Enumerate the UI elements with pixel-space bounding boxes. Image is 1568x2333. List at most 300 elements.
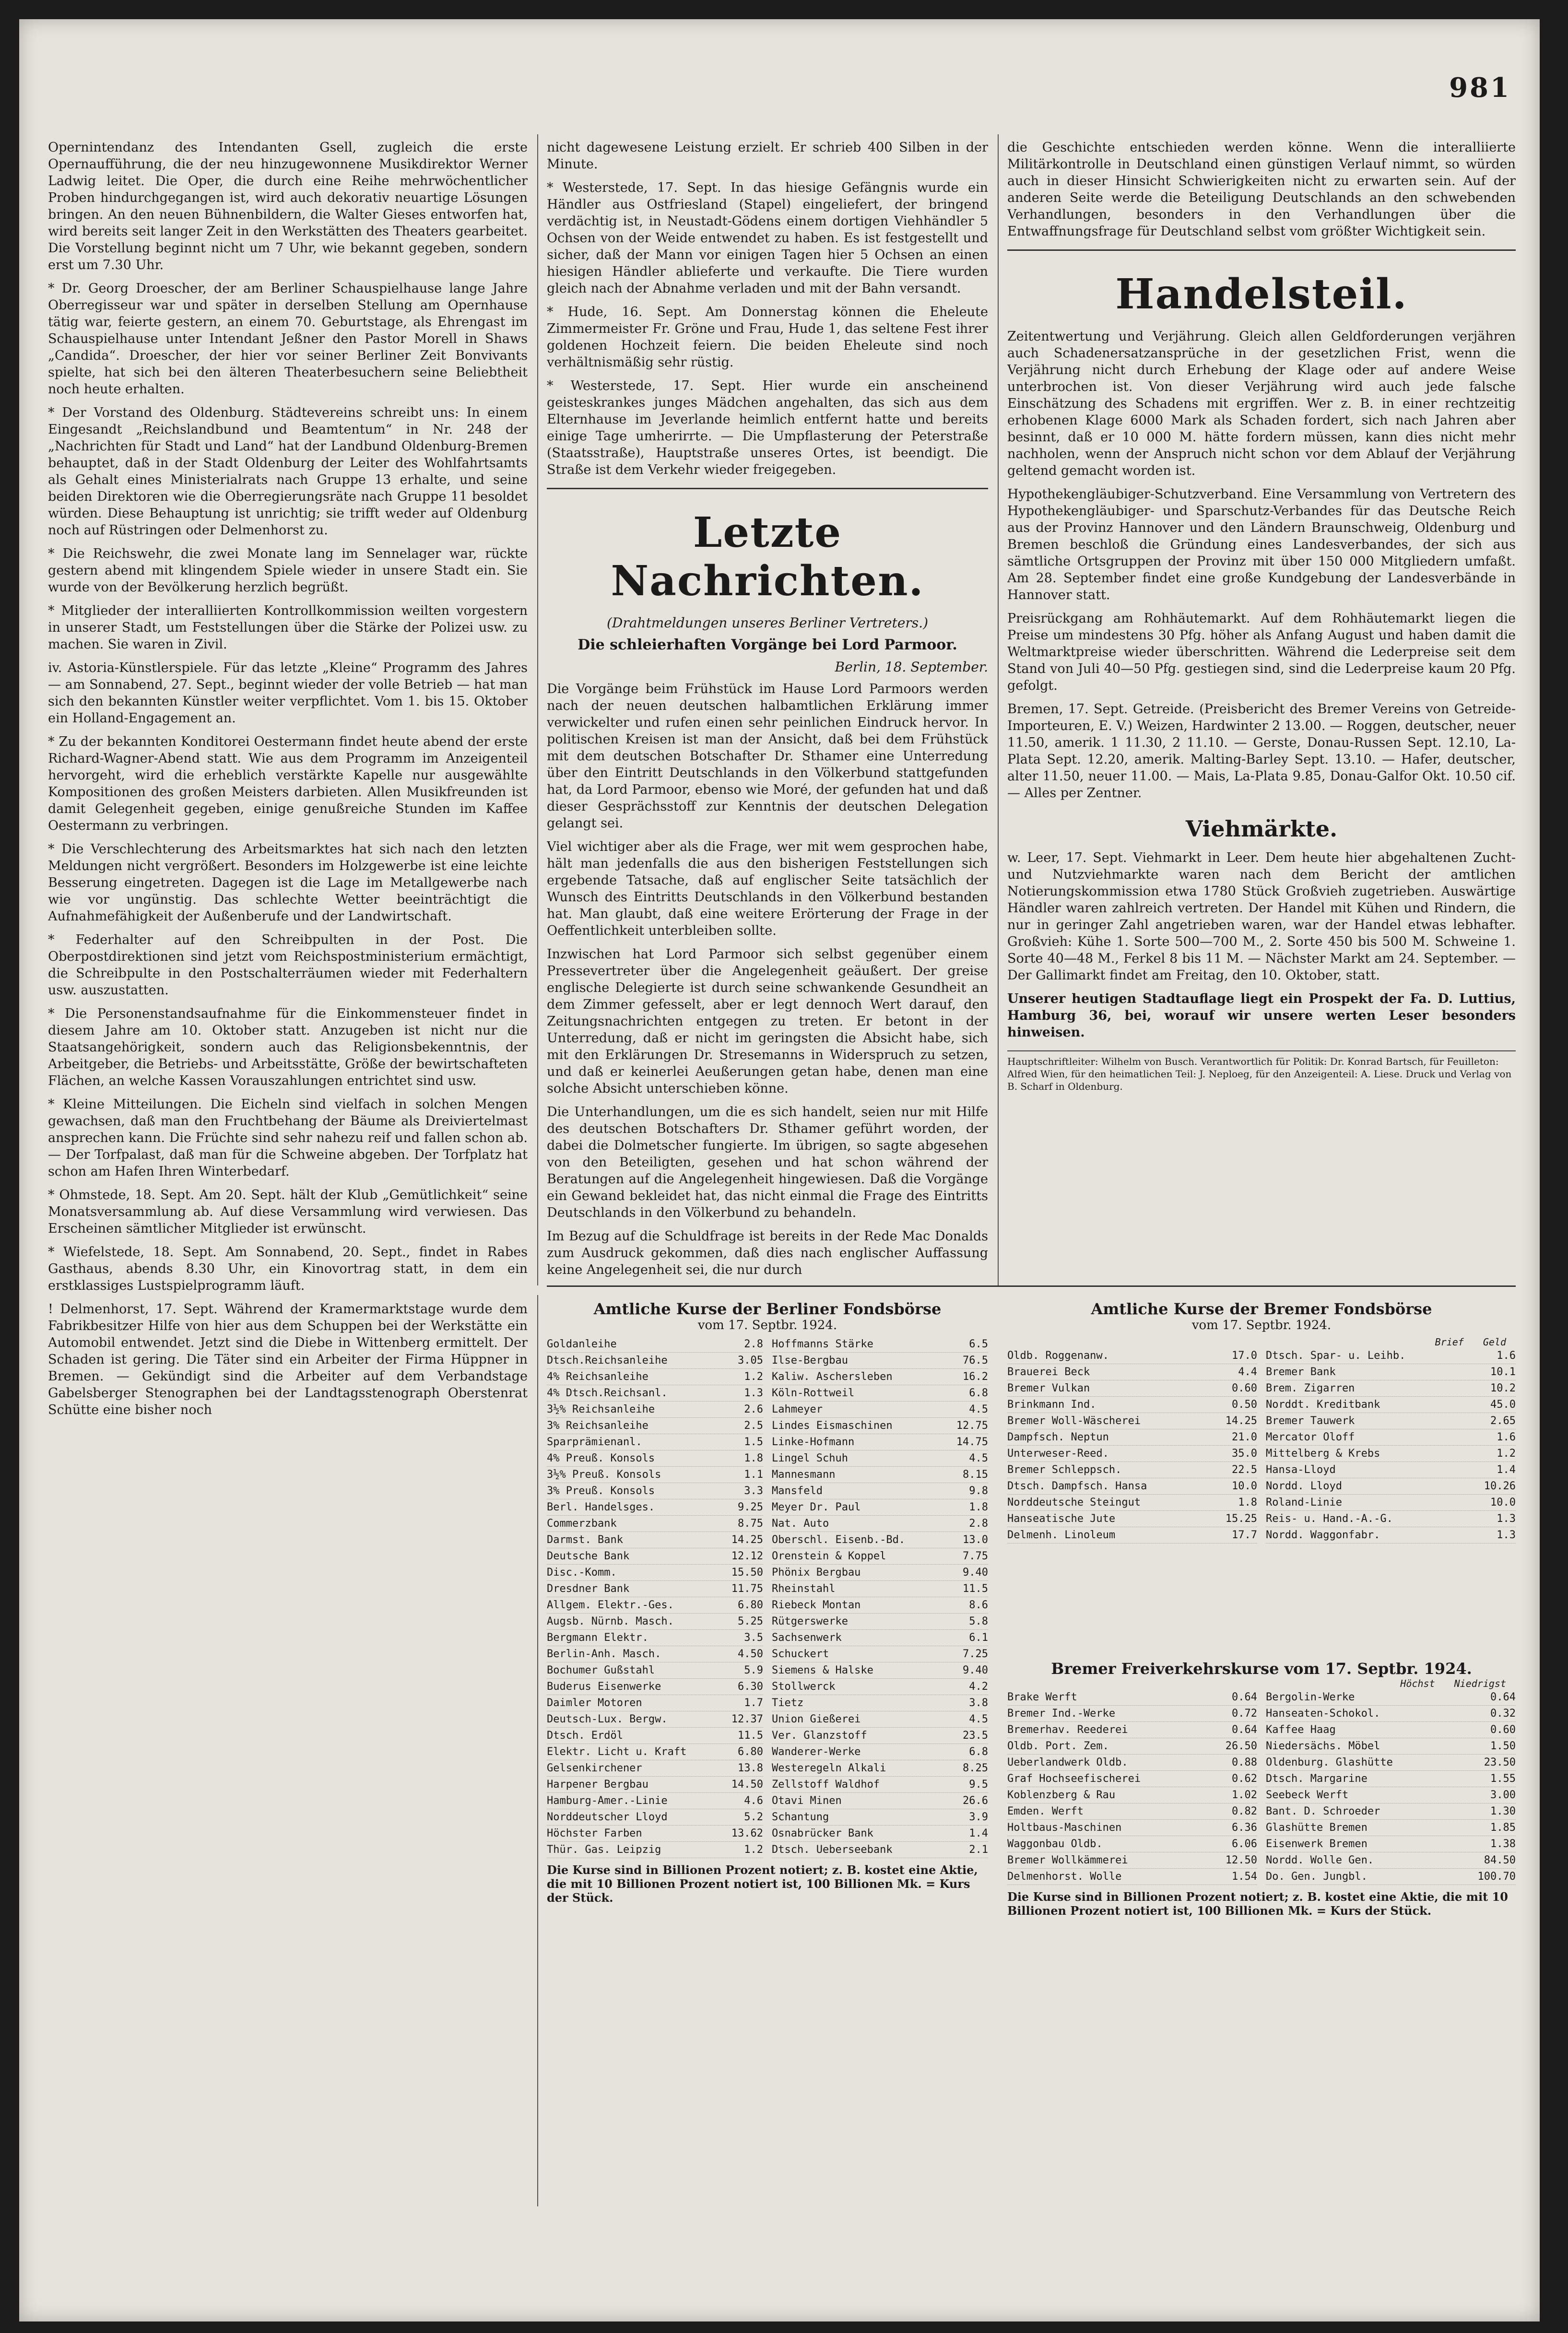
market-paragraph: Preisrückgang am Rohhäutemarkt. Auf dem Rohhäutemarkt liegen die Preise um mindestens 30 Pfg. höher als Anfang August und haben damit die Weltmarktpreise wieder überschritten. Während die Lederpreise seit dem Stand von Juli 40—50 Pfg. gestiegen sind, sind die Lederpreise kaum 20 Pfg. gefolgt.	[1007, 611, 1516, 693]
price-value: 1.8	[1238, 1496, 1257, 1508]
table-row	[547, 1353, 763, 1369]
news-item: * Westerstede, 17. Sept. In das hiesige Gefängnis wurde ein Händler aus Ostfriesland (Stapel) eingeliefert, der bringend verdächtig ist, in Neustadt-Gödens einem dortigen Viehhändler 5 Ochsen von der Weide entwendet zu haben. Es ist festgestellt und sicher, daß der Mann vor einigen Tagen hier 5 Ochsen an einen hiesigen Händler ablieferte und verkaufte. Die Tiere wurden gleich nach der Abnahme verladen und mit der Bahn versandt.	[547, 180, 988, 296]
price-value: 14.25	[1225, 1415, 1257, 1427]
price-value: 26.50	[1225, 1740, 1257, 1752]
table-row	[1266, 1869, 1516, 1885]
news-item: * Zu der bekannten Konditorei Oestermann findet heute abend der erste Richard-Wagner-Abend statt. Wie aus dem Programm im Anzeigenteil hervorgeht, wird die erheblich verstärkte Kapelle nur ausgewählte Kompositionen des großen Meisters darbieten. Allen Musikfreunden ist damit Gelegenheit gegeben, einige genußreiche Stunden im Kaffee Oestermann zu verbringen.	[48, 734, 528, 833]
table-row	[772, 1548, 988, 1565]
price-value: 6.06	[1232, 1838, 1257, 1850]
table-row	[1007, 1527, 1257, 1544]
price-value: 2.65	[1490, 1415, 1516, 1427]
page-number: 981	[1449, 72, 1511, 104]
security-name: 4% Reichsanleihe	[547, 1371, 648, 1383]
price-value: 0.88	[1232, 1756, 1257, 1768]
table-row	[547, 1581, 763, 1597]
table-row	[772, 1826, 988, 1842]
bremen-table-title: Amtliche Kurse der Bremer Fondsbörse	[1091, 1300, 1432, 1318]
table-row	[772, 1809, 988, 1826]
security-name: 4% Preuß. Konsols	[547, 1452, 655, 1464]
table-row	[772, 1467, 988, 1483]
price-value: 17.7	[1232, 1529, 1257, 1541]
table-row	[772, 1695, 988, 1711]
price-value: 1.3	[1497, 1529, 1516, 1541]
table-row	[1007, 1348, 1257, 1364]
security-name: Ueberlandwerk Oldb.	[1007, 1756, 1128, 1768]
table-row	[1007, 1429, 1257, 1446]
table-row	[547, 1418, 763, 1434]
section-rule	[547, 488, 988, 489]
table-row	[547, 1532, 763, 1548]
security-name: Augsb. Nürnb. Masch.	[547, 1615, 674, 1627]
security-name: Kaffee Haag	[1266, 1724, 1336, 1736]
security-name: Bremer Ind.-Werke	[1007, 1708, 1116, 1720]
berlin-table-footer: Die Kurse sind in Billionen Prozent notiert; z. B. kostet eine Aktie, die mit 10 Billionen Prozent notiert ist, 100 Billionen Mk. = Kurs der Stück.	[547, 1863, 978, 1905]
security-name: Bremer Schleppsch.	[1007, 1464, 1122, 1476]
table-row	[1266, 1397, 1516, 1413]
price-value: 2.1	[969, 1844, 988, 1856]
column-rule-2	[998, 134, 999, 1285]
security-name: Brem. Zigarren	[1266, 1382, 1355, 1394]
table-row	[1266, 1511, 1516, 1527]
table-row	[772, 1646, 988, 1662]
news-item: iv. Astoria-Künstlerspiele. Für das letzte „Kleine“ Programm des Jahres — am Sonnabend, 27. Sept., beginnt wieder der volle Betrieb — hat man sich den bekannten Künstler weiter verpflichtet. Vom 1. bis 15. Oktober ein Holland-Engagement an.	[48, 660, 528, 726]
price-value: 2.6	[744, 1403, 763, 1415]
security-name: Goldanleihe	[547, 1338, 617, 1350]
news-item: * Ohmstede, 18. Sept. Am 20. Sept. hält der Klub „Gemütlichkeit“ seine Monatsversammlung ab. Auf diese Versammlung wird verwiesen. Das Erscheinen sämtlicher Mitglieder ist erwünscht.	[48, 1188, 528, 1236]
section-rule	[1007, 249, 1516, 251]
berlin-stock-table	[547, 1300, 988, 1905]
security-name: Osnabrücker Bank	[772, 1827, 873, 1839]
security-name: Daimler Motoren	[547, 1697, 642, 1709]
table-row	[1007, 1771, 1257, 1787]
local-news-column	[48, 139, 528, 2202]
news-paragraph: Viel wichtiger aber als die Frage, wer mit wem gesprochen habe, hält man jedenfalls die aus den bisherigen Feststellungen sich ergebende Tatsache, daß auf englischer Seite tatsächlich der Wunsch des Eintritts Deutschlands in den Völkerbund bestanden hat. Man glaubt, daß eine weitere Erörterung der Frage in der Oeffentlichkeit unterbleiben sollte.	[547, 839, 988, 938]
news-item: * Westerstede, 17. Sept. Hier wurde ein anscheinend geisteskrankes junges Mädchen angehalten, das sich aus dem Elternhause im Jeverlande heimlich entfernt hatte und bereits einige Tage umherirrte. — Die Umpflasterung der Peterstraße (Staatsstraße), Hauptstraße unseres Ortes, ist beendigt. Die Straße ist dem Verkehr wieder freigegeben.	[547, 378, 988, 477]
table-row	[1007, 1706, 1257, 1722]
security-name: Brauerei Beck	[1007, 1366, 1090, 1378]
table-row	[1007, 1462, 1257, 1478]
security-name: Dresdner Bank	[547, 1583, 630, 1595]
table-row	[1007, 1413, 1257, 1429]
table-row	[547, 1728, 763, 1744]
prospekt-notice: Unserer heutigen Stadtauflage liegt ein Prospekt der Fa. D. Luttius, Hamburg 36, bei, worauf wir unsere werten Leser besonders hinweisen.	[1007, 991, 1516, 1040]
table-row	[1266, 1413, 1516, 1429]
price-value: 23.50	[1484, 1756, 1516, 1768]
price-value: 1.4	[969, 1827, 988, 1839]
news-item: * Kleine Mitteilungen. Die Eicheln sind vielfach in solchen Mengen gewachsen, daß man den Fruchtbehang der Bäume als Dreiviertelmast ansprechen kann. Die Früchte sind sehr nahezu reif und fallen schon ab. — Der Torfpalast, daß man für die Schweine abgeben. Der Torfplatz hat schon am Hafen Ihren Winterbedarf.	[48, 1097, 528, 1179]
security-name: Thür. Gas. Leipzig	[547, 1844, 661, 1856]
table-row	[1007, 1787, 1257, 1803]
table-section-rule	[547, 1285, 1516, 1287]
table-row	[1266, 1803, 1516, 1820]
price-value: 1.54	[1232, 1871, 1257, 1883]
price-value: 6.80	[738, 1599, 763, 1611]
security-name: Dtsch. Margarine	[1266, 1773, 1368, 1785]
price-value: 1.8	[969, 1501, 988, 1513]
price-value: 7.75	[963, 1550, 988, 1562]
security-name: Koblenzberg & Rau	[1007, 1789, 1116, 1801]
security-name: Mercator Oloff	[1266, 1431, 1355, 1443]
price-value: 8.15	[963, 1469, 988, 1481]
security-name: Lahmeyer	[772, 1403, 823, 1415]
bremen-stock-table	[1007, 1300, 1516, 1544]
price-value: 6.5	[969, 1338, 988, 1350]
price-value: 35.0	[1232, 1448, 1257, 1460]
security-name: Höchster Farben	[547, 1827, 642, 1839]
price-value: 1.50	[1490, 1740, 1516, 1752]
security-name: Dampfsch. Neptun	[1007, 1431, 1109, 1443]
price-value: 1.02	[1232, 1789, 1257, 1801]
security-name: Oldb. Roggenanw.	[1007, 1350, 1109, 1362]
table-row	[772, 1532, 988, 1548]
table-row	[772, 1402, 988, 1418]
security-name: Disc.-Komm.	[547, 1567, 617, 1579]
price-value: 1.8	[744, 1452, 763, 1464]
price-value: 8.75	[738, 1518, 763, 1530]
security-name: Siemens & Halske	[772, 1664, 873, 1676]
price-value: 1.3	[744, 1387, 763, 1399]
table-row	[1266, 1348, 1516, 1364]
security-name: Berl. Handelsges.	[547, 1501, 655, 1513]
price-value: 12.12	[731, 1550, 763, 1562]
table-row	[772, 1369, 988, 1385]
security-name: Linke-Hofmann	[772, 1436, 855, 1448]
price-value: 26.6	[963, 1795, 988, 1807]
price-value: 1.3	[1497, 1513, 1516, 1525]
table-row	[772, 1777, 988, 1793]
price-value: 5.25	[738, 1615, 763, 1627]
news-headline: Die schleierhaften Vorgänge bei Lord Parmoor.	[578, 636, 957, 653]
table-row	[772, 1483, 988, 1499]
price-value: 0.60	[1490, 1724, 1516, 1736]
security-name: Mannesmann	[772, 1469, 836, 1481]
security-name: Delmenh. Linoleum	[1007, 1529, 1116, 1541]
frei-header-hoechst: Höchst	[1400, 1678, 1435, 1689]
table-row	[547, 1548, 763, 1565]
market-paragraph: Zeitentwertung und Verjährung. Gleich allen Geldforderungen verjähren auch Schadenersatzansprüche in der gesetzlichen Frist, wenn die Verjährung nicht durch Erhebung der Klage oder auf andere Weise unterbrochen ist. Von dieser Verjährung wird auch jede falsche Einschätzung des Schadens mit ergriffen. Wer z. B. in einer rechtzeitig erhobenen Klage 6000 Mark als Schaden fordert, sich nach Jahren aber besinnt, daß er 10 000 M. hätte fordern müssen, kann dies nicht mehr nachholen, wenn der Anspruch nicht schon vor dem Ablauf der Verjährung geltend gemacht worden ist.	[1007, 329, 1516, 478]
security-name: Mittelberg & Krebs	[1266, 1448, 1380, 1460]
price-value: 9.5	[969, 1779, 988, 1791]
security-name: Norddeutsche Steingut	[1007, 1496, 1141, 1508]
price-value: 2.8	[744, 1338, 763, 1350]
price-value: 23.5	[963, 1730, 988, 1742]
security-name: Nat. Auto	[772, 1518, 829, 1530]
price-value: 14.75	[956, 1436, 988, 1448]
price-value: 8.25	[963, 1762, 988, 1774]
table-row	[772, 1711, 988, 1728]
table-row	[1266, 1738, 1516, 1755]
table-row	[1266, 1787, 1516, 1803]
security-name: Orenstein & Koppel	[772, 1550, 886, 1562]
table-row	[772, 1385, 988, 1402]
table-row	[1266, 1429, 1516, 1446]
price-value: 0.32	[1490, 1708, 1516, 1720]
table-row	[772, 1662, 988, 1679]
security-name: Dtsch.Reichsanleihe	[547, 1355, 668, 1367]
security-name: Reis- u. Hand.-A.-G.	[1266, 1513, 1393, 1525]
news-item: * Die Personenstandsaufnahme für die Einkommensteuer findet in diesem Jahre am 10. Oktober statt. Anzugeben ist nicht nur die Staatsangehörigkeit, sondern auch das Religionsbekenntnis, der Arbeitgeber, die Betriebs- und Arbeitsstätte, Größe der bewirtschafteten Flächen, an welche Kassen Vorauszahlungen entrichtet sind usw.	[48, 1006, 528, 1088]
table-row	[547, 1516, 763, 1532]
price-value: 4.2	[969, 1681, 988, 1693]
table-row	[772, 1597, 988, 1614]
price-value: 100.70	[1477, 1871, 1516, 1883]
table-row	[1007, 1364, 1257, 1380]
table-row	[1007, 1478, 1257, 1495]
table-row	[547, 1369, 763, 1385]
security-name: Graf Hochseefischerei	[1007, 1773, 1141, 1785]
table-row	[1266, 1722, 1516, 1738]
price-value: 13.62	[731, 1827, 763, 1839]
news-item: ! Delmenhorst, 17. Sept. Während der Kramermarktstage wurde dem Fabrikbesitzer Hilfe von hier aus dem Schuppen bei der Werkstätte ein Automobil entwendet. Jetzt sind die Diebe in Wittenberg ermittelt. Der Schaden ist gering. Die Täter sind ein Arbeiter der Firma Hüppner in Bremen. — Gekündigt sind die Arbeiter auf dem Verbandstage Gabelsberger Stenographen bei der Landtagsstenograph Oberstenrat Schütte eine bisher noch	[48, 1302, 528, 1417]
table-row	[547, 1842, 763, 1858]
security-name: Commerzbank	[547, 1518, 617, 1530]
price-value: 0.72	[1232, 1708, 1257, 1720]
price-value: 3.3	[744, 1485, 763, 1497]
price-value: 15.25	[1225, 1513, 1257, 1525]
price-value: 14.25	[731, 1534, 763, 1546]
viehmaerkte-heading: Viehmärkte.	[1185, 816, 1338, 842]
table-row	[547, 1760, 763, 1777]
security-name: Dtsch. Spar- u. Leihb.	[1266, 1350, 1406, 1362]
security-name: Meyer Dr. Paul	[772, 1501, 861, 1513]
table-row	[1266, 1446, 1516, 1462]
security-name: Bremer Tauwerk	[1266, 1415, 1355, 1427]
security-name: 3% Preuß. Konsols	[547, 1485, 655, 1497]
table-row	[547, 1793, 763, 1809]
price-value: 9.40	[963, 1567, 988, 1579]
price-value: 9.40	[963, 1664, 988, 1676]
price-value: 6.8	[969, 1746, 988, 1758]
price-value: 9.8	[969, 1485, 988, 1497]
security-name: Hoffmanns Stärke	[772, 1338, 873, 1350]
price-value: 0.64	[1490, 1691, 1516, 1703]
table-row	[1266, 1364, 1516, 1380]
frei-table-title: Bremer Freiverkehrskurse vom 17. Septbr. 1924.	[1051, 1660, 1472, 1678]
price-value: 6.8	[969, 1387, 988, 1399]
security-name: Union Gießerei	[772, 1713, 861, 1725]
security-name: Waggonbau Oldb.	[1007, 1838, 1103, 1850]
price-value: 10.2	[1490, 1382, 1516, 1394]
security-name: Sachsenwerk	[772, 1632, 842, 1644]
price-value: 5.2	[744, 1811, 763, 1823]
security-name: Westeregeln Alkali	[772, 1762, 886, 1774]
price-value: 3.00	[1490, 1789, 1516, 1801]
security-name: Mansfeld	[772, 1485, 823, 1497]
security-name: Darmst. Bank	[547, 1534, 623, 1546]
price-value: 2.8	[969, 1518, 988, 1530]
news-item: * Wiefelstede, 18. Sept. Am Sonnabend, 20. Sept., findet in Rabes Gasthaus, abends 8.30 Uhr, ein Kinovortrag statt, in dem ein erstklassiges Lustspielprogramm läuft.	[48, 1245, 528, 1293]
table-row	[772, 1336, 988, 1353]
table-row	[772, 1614, 988, 1630]
price-value: 10.0	[1490, 1496, 1516, 1508]
price-value: 17.0	[1232, 1350, 1257, 1362]
berlin-table-title: Amtliche Kurse der Berliner Fondsbörse	[593, 1300, 942, 1318]
berlin-table-date: vom 17. Septbr. 1924.	[697, 1318, 837, 1332]
table-row	[1266, 1836, 1516, 1852]
table-row	[1007, 1738, 1257, 1755]
table-row	[772, 1842, 988, 1858]
security-name: Bochumer Gußstahl	[547, 1664, 655, 1676]
price-value: 8.6	[969, 1599, 988, 1611]
security-name: Tietz	[772, 1697, 804, 1709]
table-row	[772, 1434, 988, 1450]
table-row	[1266, 1495, 1516, 1511]
price-value: 4.5	[969, 1452, 988, 1464]
table-row	[547, 1483, 763, 1499]
security-name: Oldb. Port. Zem.	[1007, 1740, 1109, 1752]
news-paragraph: Inzwischen hat Lord Parmoor sich selbst gegenüber einem Pressevertreter über die Angelegenheit geäußert. Der greise englische Delegierte ist durch seine schwankende Gesundheit an dem Zimmer gefesselt, aber er legt dennoch Wert darauf, den Zeitungsnachrichten entgegen zu treten. Er betont in der Unterredung, daß er nicht im geringsten die Absicht habe, sich mit den Erklärungen Dr. Stresemanns in Widerspruch zu setzen, und daß er keinerlei Aeußerungen getan habe, denen man eine solche Absicht unterschieben könne.	[547, 947, 988, 1096]
security-name: Nordd. Wolle Gen.	[1266, 1854, 1374, 1866]
table-row	[772, 1450, 988, 1467]
security-name: Riebeck Montan	[772, 1599, 861, 1611]
security-name: Allgem. Elektr.-Ges.	[547, 1599, 674, 1611]
security-name: Rütgerswerke	[772, 1615, 848, 1627]
price-value: 84.50	[1484, 1854, 1516, 1866]
price-value: 12.37	[731, 1713, 763, 1725]
table-row	[772, 1760, 988, 1777]
frei-table-footer: Die Kurse sind in Billionen Prozent notiert; z. B. kostet eine Aktie, die mit 10 Billionen Prozent notiert ist, 100 Billionen Mk. = Kurs der Stück.	[1007, 1890, 1508, 1918]
price-value: 13.8	[738, 1762, 763, 1774]
security-name: Do. Gen. Jungbl.	[1266, 1871, 1368, 1883]
security-name: Hamburg-Amer.-Linie	[547, 1795, 668, 1807]
bremen-table-date: vom 17. Septbr. 1924.	[1191, 1318, 1332, 1332]
price-value: 16.2	[963, 1371, 988, 1383]
security-name: Köln-Rottweil	[772, 1387, 855, 1399]
price-value: 1.2	[744, 1371, 763, 1383]
price-value: 9.25	[738, 1501, 763, 1513]
imprint: Hauptschriftleiter: Wilhelm von Busch. Verantwortlich für Politik: Dr. Konrad Bartsch, für Feuilleton: Alfred Wien, für den heimatlichen Teil: J. Neploeg, für den Anzeigenteil: A. Liese. Druck und Verlag von B. Scharf in Oldenburg.	[1007, 1050, 1516, 1093]
table-row	[1266, 1771, 1516, 1787]
security-name: Bant. D. Schroeder	[1266, 1805, 1380, 1817]
security-name: Eisenwerk Bremen	[1266, 1838, 1368, 1850]
security-name: Phönix Bergbau	[772, 1567, 861, 1579]
price-value: 22.5	[1232, 1464, 1257, 1476]
security-name: Dtsch. Ueberseebank	[772, 1844, 893, 1856]
price-value: 1.7	[744, 1697, 763, 1709]
table-row	[772, 1630, 988, 1646]
price-value: 76.5	[963, 1355, 988, 1367]
security-name: 4% Dtsch.Reichsanl.	[547, 1387, 668, 1399]
table-row	[547, 1565, 763, 1581]
bremen-freiverkehr-table	[1007, 1660, 1516, 1918]
table-row	[1007, 1820, 1257, 1836]
security-name: Rheinstahl	[772, 1583, 836, 1595]
price-value: 11.75	[731, 1583, 763, 1595]
table-row	[1007, 1380, 1257, 1397]
table-row	[1007, 1511, 1257, 1527]
security-name: Norddt. Kreditbank	[1266, 1399, 1380, 1411]
price-value: 1.85	[1490, 1822, 1516, 1834]
price-value: 0.64	[1232, 1691, 1257, 1703]
security-name: Niedersächs. Möbel	[1266, 1740, 1380, 1752]
price-value: 1.38	[1490, 1838, 1516, 1850]
news-paragraph: Die Unterhandlungen, um die es sich handelt, seien nur mit Hilfe des deutschen Botschafters Dr. Sthamer geführt worden, der dabei die Dolmetscher fungierte. Im übrigen, so sagte abgesehen von den Beteiligten, gesehen und hat schon während der Beratungen auf die Angelegenheit hingewiesen. Daß die Vorgänge ein Gewand bekleidet hat, das nicht einmal die Frage des Eintritts Deutschlands in den Völkerbund zu behandeln.	[547, 1105, 988, 1220]
security-name: Seebeck Werft	[1266, 1789, 1349, 1801]
table-row	[1266, 1689, 1516, 1706]
price-value: 4.6	[744, 1795, 763, 1807]
price-value: 3.05	[738, 1355, 763, 1367]
table-row	[772, 1793, 988, 1809]
price-value: 0.64	[1232, 1724, 1257, 1736]
security-name: Stollwerck	[772, 1681, 836, 1693]
security-name: Oldenburg. Glashütte	[1266, 1756, 1393, 1768]
price-value: 1.1	[744, 1469, 763, 1481]
security-name: Bergmann Elektr.	[547, 1632, 648, 1644]
security-name: Schuckert	[772, 1648, 829, 1660]
table-row	[772, 1744, 988, 1760]
table-row	[772, 1516, 988, 1532]
security-name: Zellstoff Waldhof	[772, 1779, 880, 1791]
newspaper-page	[19, 19, 1540, 2321]
security-name: Deutsche Bank	[547, 1550, 630, 1562]
security-name: Wanderer-Werke	[772, 1746, 861, 1758]
price-value: 3.5	[744, 1632, 763, 1644]
table-row	[547, 1434, 763, 1450]
table-row	[547, 1662, 763, 1679]
security-name: Brake Werft	[1007, 1691, 1077, 1703]
price-value: 10.0	[1232, 1480, 1257, 1492]
viehmarkt-paragraph: w. Leer, 17. Sept. Viehmarkt in Leer. Dem heute hier abgehaltenen Zucht- und Nutzviehmarkte waren nach dem Bericht der amtlichen Notierungskommission etwa 1780 Stück Großvieh zugetrieben. Auswärtige Händler waren zahlreich vertreten. Der Handel mit Kühen und Rindern, die nur in geringer Zahl angetrieben waren, war der Handel etwas lebhafter. Großvieh: Kühe 1. Sorte 500—700 M., 2. Sorte 450 bis 500 M. Schweine 1. Sorte 40—48 M., Ferkel 8 bis 11 M. — Nächster Markt am 24. September. — Der Gallimarkt findet am Freitag, den 10. Oktober, statt.	[1007, 850, 1516, 983]
market-paragraph: Hypothekengläubiger-Schutzverband. Eine Versammlung von Vertretern des Hypothekengläubiger- und Sparschutz-Verbandes für das Deutsche Reich aus der Provinz Hannover und den Ländern Braunschweig, Oldenburg und Bremen beschloß die Gründung eines Landesverbandes, der sich aus sämtliche Ortsgruppen der Provinz mit über 150 000 Mitgliedern umfaßt. Am 28. September findet eine große Kundgebung der Landesverbände in Hannover statt.	[1007, 487, 1516, 602]
table-row	[1007, 1446, 1257, 1462]
security-name: Berlin-Anh. Masch.	[547, 1648, 661, 1660]
table-row	[547, 1695, 763, 1711]
security-name: Otavi Minen	[772, 1795, 842, 1807]
price-value: 0.62	[1232, 1773, 1257, 1785]
price-value: 21.0	[1232, 1431, 1257, 1443]
table-row	[547, 1646, 763, 1662]
table-row	[772, 1499, 988, 1516]
column-rule-1	[537, 134, 538, 1285]
price-value: 1.6	[1497, 1431, 1516, 1443]
security-name: Hansa-Lloyd	[1266, 1464, 1336, 1476]
table-row	[772, 1728, 988, 1744]
price-value: 4.5	[969, 1403, 988, 1415]
price-value: 0.50	[1232, 1399, 1257, 1411]
price-value: 11.5	[738, 1730, 763, 1742]
price-value: 4.50	[738, 1648, 763, 1660]
price-value: 45.0	[1490, 1399, 1516, 1411]
table-row	[1266, 1478, 1516, 1495]
security-name: Brinkmann Ind.	[1007, 1399, 1096, 1411]
table-row	[547, 1467, 763, 1483]
middle-column	[547, 139, 988, 1290]
security-name: Roland-Linie	[1266, 1496, 1342, 1508]
security-name: Dtsch. Erdöl	[547, 1730, 623, 1742]
security-name: 3½% Preuß. Konsols	[547, 1469, 661, 1481]
table-row	[547, 1826, 763, 1842]
price-value: 6.1	[969, 1632, 988, 1644]
right-column	[1007, 139, 1516, 1290]
price-value: 6.36	[1232, 1822, 1257, 1834]
table-row	[772, 1679, 988, 1695]
table-row	[772, 1581, 988, 1597]
security-name: Bremer Wollkämmerei	[1007, 1854, 1128, 1866]
security-name: Lingel Schuh	[772, 1452, 848, 1464]
security-name: Ver. Glanzstoff	[772, 1730, 867, 1742]
price-value: 10.26	[1484, 1480, 1516, 1492]
price-value: 6.80	[738, 1746, 763, 1758]
table-row	[547, 1744, 763, 1760]
price-value: 1.30	[1490, 1805, 1516, 1817]
news-item: * Der Vorstand des Oldenburg. Städtevereins schreibt uns: In einem Eingesandt „Reichslandbund und Beamtentum“ in Nr. 248 der „Nachrichten für Stadt und Land“ hat der Landbund Oldenburg-Bremen behauptet, daß in der Stadt Oldenburg der Leiter des Wohlfahrtsamts als Gehalt eines Ministerialrats nach Gruppe 13 erhalte, und seine beiden Direktoren wie die Oberregierungsräte nach Gruppe 11 besoldet würden. Diese Behauptung ist unrichtig; sie trifft weder auf Oldenburg noch auf Rüstringen oder Delmenhorst zu.	[48, 405, 528, 538]
handelsteil-heading: Handelsteil.	[1115, 270, 1408, 318]
news-item: nicht dagewesene Leistung erzielt. Er schrieb 400 Silben in der Minute.	[547, 140, 988, 172]
table-row	[547, 1614, 763, 1630]
security-name: Bremer Bank	[1266, 1366, 1336, 1378]
security-name: Ilse-Bergbau	[772, 1355, 848, 1367]
security-name: Nordd. Lloyd	[1266, 1480, 1342, 1492]
